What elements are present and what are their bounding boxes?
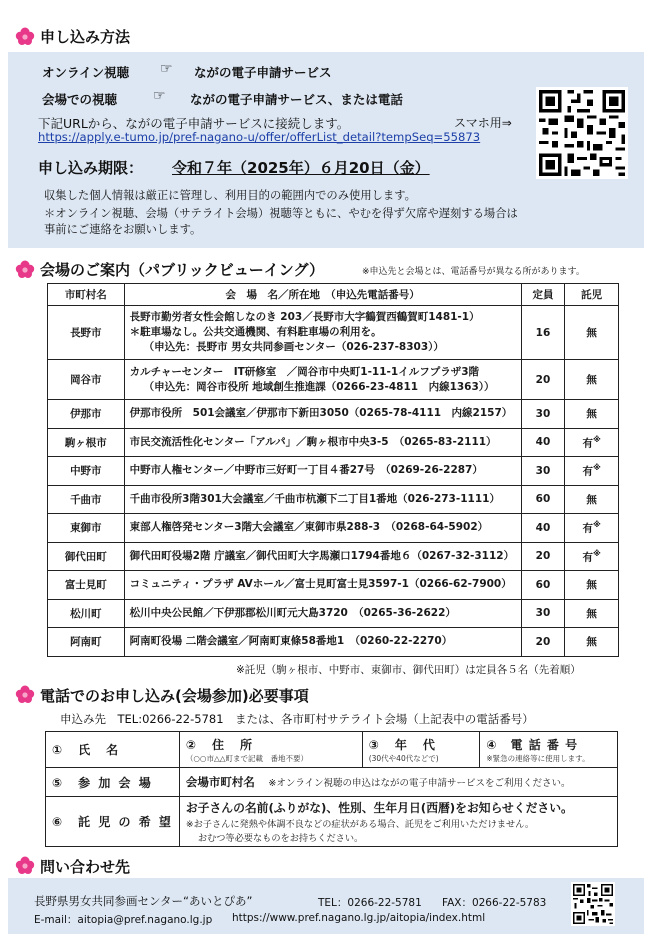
venue-city: 富士見町 bbox=[48, 571, 125, 600]
venue-detail-line: 長野市勤労者女性会館しなのき 203／長野市大字鶴賀西鶴賀町1481-1） bbox=[129, 311, 480, 323]
venue-childcare bbox=[565, 514, 619, 543]
deadline-value: 令和７年（2025年）６月20日（金） bbox=[172, 159, 430, 177]
venue-detail-line: 市民交流活性化センター「アルパ」／駒ヶ根市中央3-5 （0265-83-2111） bbox=[129, 435, 497, 448]
venue-detail bbox=[124, 428, 521, 457]
venue-childcare-value: 有 bbox=[582, 551, 594, 563]
venue-capacity: 20 bbox=[521, 542, 565, 571]
childcare-mark: ※ bbox=[593, 520, 601, 529]
form-child-main: お子さんの名前(ふりがな)、性別、生年月日(西暦)をお知らせください。 bbox=[185, 801, 573, 815]
venue-childcare-value: 無 bbox=[586, 493, 597, 506]
contact-section-title: 問い合わせ先 bbox=[40, 858, 131, 876]
venue-childcare-value: 無 bbox=[586, 579, 597, 592]
venue-childcare bbox=[565, 571, 619, 600]
venue-label: 会場での視聴 bbox=[42, 92, 118, 107]
header-capacity: 定員 bbox=[521, 284, 565, 306]
form-address-sub: （○○市△△町まで記載 番地不要） bbox=[185, 753, 308, 763]
form-venue-value: 会場市町村名 bbox=[185, 775, 255, 789]
venue-value: ながの電子申請サービス、または電話 bbox=[190, 92, 403, 107]
header-childcare: 託児 bbox=[565, 284, 619, 306]
venue-capacity: 40 bbox=[521, 514, 565, 543]
venue-detail bbox=[124, 306, 521, 360]
venue-detail bbox=[124, 571, 521, 600]
form-name-cell bbox=[46, 732, 180, 768]
table-row bbox=[48, 457, 619, 486]
flower-icon bbox=[14, 855, 36, 877]
venue-capacity: 30 bbox=[521, 457, 565, 486]
venue-childcare-value: 無 bbox=[586, 374, 597, 386]
venue-capacity: 20 bbox=[521, 360, 565, 400]
venue-detail-line: 阿南町役場 二階会議室／阿南町東條58番地1 （0260-22-2270） bbox=[129, 635, 453, 648]
venue-detail-line: （申込先：長野市 男女共同参画センター（026-237-8303）） bbox=[143, 341, 444, 353]
venue-detail-line: 伊那市役所 501会議室／伊那市下新田3050（0265-78-4111 内線2157） bbox=[129, 407, 513, 420]
venue-childcare-value: 有 bbox=[582, 522, 594, 535]
table-row bbox=[48, 599, 619, 628]
venue-capacity: 60 bbox=[521, 571, 565, 600]
contact-web-link[interactable]: https://www.pref.nagano.lg.jp/aitopia/index.html bbox=[232, 912, 486, 924]
venue-childcare bbox=[565, 628, 619, 657]
contact-tel: TEL：0266-22-5781 bbox=[318, 897, 422, 909]
venue-detail bbox=[124, 485, 521, 514]
venue-detail-line: 東部人権啓発センター3階大会議室／東御市県288-3 （0268-64-5902） bbox=[129, 521, 489, 534]
venue-city: 東御市 bbox=[48, 514, 125, 543]
venue-capacity: 30 bbox=[521, 599, 565, 628]
venue-capacity: 20 bbox=[521, 628, 565, 657]
contact-fax: FAX：0266-22-5783 bbox=[442, 897, 547, 909]
venue-detail bbox=[124, 628, 521, 657]
venue-childcare bbox=[565, 542, 619, 571]
venue-capacity: 30 bbox=[521, 400, 565, 429]
table-row bbox=[48, 306, 619, 360]
venue-childcare-value: 有 bbox=[582, 437, 594, 449]
pointer-icon: ☞ bbox=[160, 61, 173, 77]
venues-section-title: 会場のご案内（パブリックビューイング） bbox=[40, 261, 324, 279]
venue-detail bbox=[124, 457, 521, 486]
venue-childcare-value: 有 bbox=[582, 465, 594, 478]
form-age-sub: (30代や40代などで) bbox=[368, 753, 439, 763]
venue-childcare bbox=[565, 428, 619, 457]
privacy-note: 収集した個人情報は厳正に管理し、利用目的の範囲内でのみ使用します。 bbox=[44, 189, 416, 202]
venue-childcare-value: 無 bbox=[586, 607, 597, 620]
childcare-mark: ※ bbox=[593, 548, 601, 558]
venue-table bbox=[47, 283, 619, 657]
form-name-label: ① 氏 名 bbox=[52, 743, 121, 757]
online-label: オンライン視聴 bbox=[42, 65, 130, 80]
venue-detail-line: （申込先：岡谷市役所 地域創生推進課（0266-23-4811 内線1363）） bbox=[143, 380, 495, 393]
form-age-label: ③ 年 代 bbox=[368, 737, 437, 752]
venue-detail-line: 松川中央公民館／下伊那郡松川町元大島3720 （0265-36-2622） bbox=[129, 606, 456, 619]
venue-city: 松川町 bbox=[48, 599, 125, 628]
form-venue-note: ※オンライン視聴の申込はながの電子申請サービスをご利用ください。 bbox=[268, 778, 571, 789]
venue-city: 岡谷市 bbox=[48, 360, 125, 400]
childcare-mark: ※ bbox=[593, 434, 601, 444]
venue-detail-line: カルチャーセンター IT研修室 ／岡谷市中央町1-11-1イルフプラザ3階 bbox=[129, 365, 480, 378]
form-child-cell bbox=[46, 797, 180, 847]
venue-childcare-value: 無 bbox=[586, 636, 597, 649]
table-row bbox=[48, 428, 619, 457]
contact-org: 長野県男女共同参画センター“あいとぴあ” bbox=[34, 894, 253, 908]
venue-childcare bbox=[565, 485, 619, 514]
childcare-footnote: ※託児（駒ヶ根市、中野市、東御市、御代田町）は定員各５名（先着順） bbox=[236, 664, 581, 676]
contact-email[interactable]: E-mail：aitopia@pref.nagano.lg.jp bbox=[34, 914, 213, 926]
venue-childcare bbox=[565, 306, 619, 360]
venue-childcare-value: 無 bbox=[586, 408, 597, 421]
venue-detail bbox=[124, 514, 521, 543]
venues-note: ※申込先と会場とは、電話番号が異なる所があります。 bbox=[362, 267, 585, 277]
form-child-label: ⑥ 託 児 の 希 望 bbox=[52, 815, 173, 829]
table-row bbox=[48, 628, 619, 657]
phone-form-table bbox=[45, 731, 618, 847]
table-row bbox=[48, 542, 619, 571]
venue-city: 伊那市 bbox=[48, 400, 125, 429]
form-venue-label: ⑤ 参 加 会 場 bbox=[52, 775, 153, 790]
venue-city: 阿南町 bbox=[48, 628, 125, 657]
table-row bbox=[48, 485, 619, 514]
venue-detail-line: 御代田町役場2階 庁議室／御代田町大字馬瀬口1794番地６（0267-32-3112） bbox=[129, 549, 515, 562]
qr-code-icon[interactable] bbox=[536, 87, 628, 179]
venue-detail bbox=[124, 400, 521, 429]
header-city: 市町村名 bbox=[48, 284, 125, 306]
phone-section-title: 電話でのお申し込み(会場参加)必要事項 bbox=[40, 687, 309, 705]
venue-detail bbox=[124, 542, 521, 571]
flower-icon bbox=[14, 26, 36, 48]
venue-childcare bbox=[565, 400, 619, 429]
venue-detail bbox=[124, 599, 521, 628]
deadline-label: 申し込み期限： bbox=[38, 159, 144, 177]
venue-capacity: 16 bbox=[521, 306, 565, 360]
venue-city: 千曲市 bbox=[48, 485, 125, 514]
childcare-mark: ※ bbox=[593, 463, 601, 472]
venue-detail bbox=[124, 360, 521, 400]
table-row bbox=[48, 360, 619, 400]
url-intro: 下記URLから、ながの電子申請サービスに接続します。 bbox=[38, 116, 350, 131]
table-row bbox=[48, 571, 619, 600]
flower-icon bbox=[14, 259, 36, 281]
form-child-note-1: ※お子さんに発熱や体調不良などの症状がある場合、託児をご利用いただけません。 bbox=[185, 819, 535, 830]
flower-icon bbox=[14, 684, 36, 706]
table-row bbox=[48, 514, 619, 543]
smartphone-label: スマホ用⇒ bbox=[454, 116, 512, 130]
venue-detail-line: ＊駐車場なし。公共交通機関、有料駐車場の利用を。 bbox=[129, 326, 382, 338]
venue-city: 駒ヶ根市 bbox=[48, 428, 125, 457]
venue-childcare-value: 無 bbox=[586, 327, 597, 339]
form-row bbox=[46, 797, 618, 847]
table-header-row bbox=[48, 284, 619, 306]
venue-capacity: 60 bbox=[521, 485, 565, 514]
apply-url-link[interactable]: https://apply.e-tumo.jp/pref-nagano-u/offer/offerList_detail?tempSeq=55873 bbox=[38, 130, 481, 144]
form-child-value-cell bbox=[179, 797, 617, 847]
form-venue-cell bbox=[46, 768, 180, 797]
venue-childcare bbox=[565, 360, 619, 400]
venue-detail-line: コミュニティ・プラザ AVホール／富士見町富士見3597-1（0266-62-7900） bbox=[129, 578, 512, 591]
venue-detail-line: 中野市人権センター／中野市三好町一丁目４番27号 （0269-26-2287） bbox=[129, 464, 483, 477]
venue-capacity: 40 bbox=[521, 428, 565, 457]
venue-city: 御代田町 bbox=[48, 542, 125, 571]
cancel-note-1: ＊オンライン視聴、会場（サテライト会場）視聴等ともに、やむを得ず欠席や遅刻する場合は bbox=[44, 207, 518, 220]
apply-section-title: 申し込み方法 bbox=[40, 28, 131, 46]
phone-contact: 申込み先 TEL:0266-22-5781 または、各市町村サテライト会場（上記表中の電話番号） bbox=[60, 712, 534, 726]
form-row bbox=[46, 768, 618, 797]
venue-childcare bbox=[565, 599, 619, 628]
table-row bbox=[48, 400, 619, 429]
venue-city: 中野市 bbox=[48, 457, 125, 486]
venue-childcare bbox=[565, 457, 619, 486]
form-venue-value-cell bbox=[179, 768, 617, 797]
pointer-icon: ☞ bbox=[153, 88, 166, 104]
form-age-cell bbox=[362, 732, 480, 768]
form-tel-label: ④ 電 話 番 号 bbox=[486, 737, 579, 752]
venue-detail-line: 千曲市役所3階301大会議室／千曲市杭瀬下二丁目1番地（026-273-1111） bbox=[129, 492, 500, 505]
qr-code-icon[interactable] bbox=[571, 882, 615, 926]
form-address-cell bbox=[179, 732, 362, 768]
form-child-note-2: おむつ等必要なものをお持ちください。 bbox=[197, 833, 364, 844]
header-venue: 会 場 名／所在地 （申込先電話番号） bbox=[124, 284, 521, 306]
online-value: ながの電子申請サービス bbox=[194, 65, 332, 80]
cancel-note-2: 事前にご連絡をお願いします。 bbox=[44, 223, 202, 236]
form-tel-sub: ※緊急の連絡等に使用します。 bbox=[486, 753, 590, 763]
venue-city: 長野市 bbox=[48, 306, 125, 360]
form-tel-cell bbox=[480, 732, 618, 768]
form-row bbox=[46, 732, 618, 768]
form-address-label: ② 住 所 bbox=[185, 737, 255, 752]
